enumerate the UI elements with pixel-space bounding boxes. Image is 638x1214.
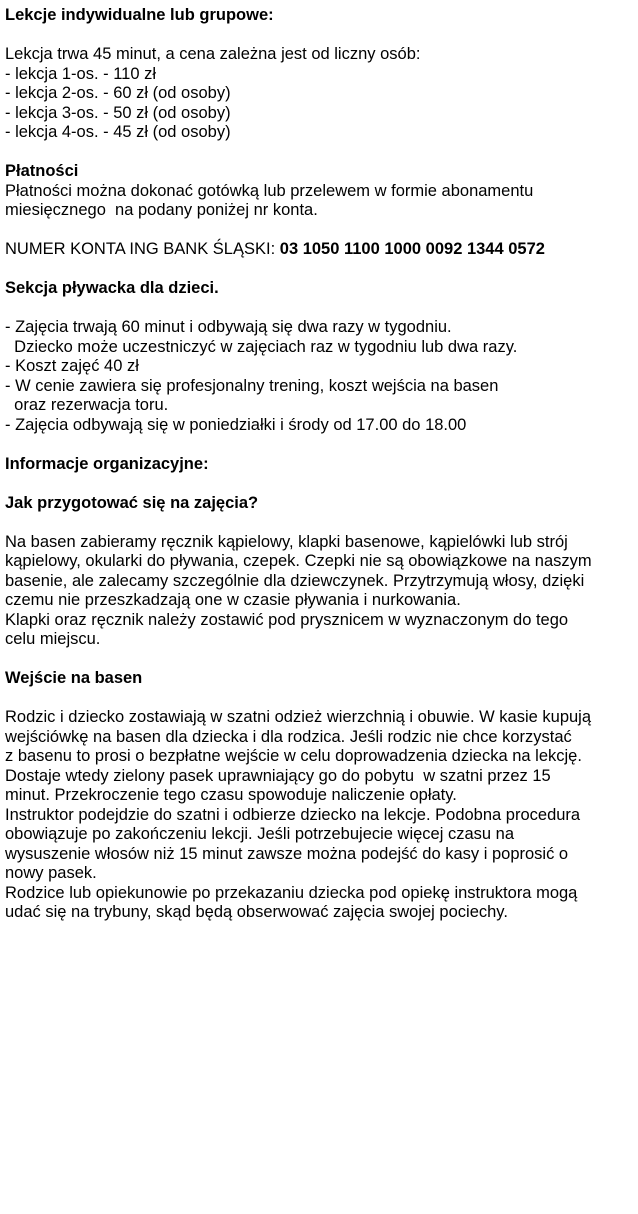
preparation-line-1: Na basen zabieramy ręcznik kąpielowy, klapki basenowe, kąpielówki lub strój — [5, 532, 568, 551]
preparation-line-5: Klapki oraz ręcznik należy zostawić pod prysznicem w wyznaczonym do tego — [5, 610, 569, 629]
entry-line-3: z basenu to prosi o bezpłatne wejście w celu doprowadzenia dziecka na lekcję. — [5, 747, 582, 765]
preparation-heading: Jak przygotować się na zajęcia? — [5, 493, 259, 512]
bank-account-label: NUMER KONTA ING BANK ŚLĄSKI: — [5, 240, 280, 258]
lessons-heading: Lekcje indywidualne lub grupowe: — [5, 6, 274, 24]
entry-line-4: Dostaje wtedy zielony pasek uprawniający go do pobytu w szatni przez 15 — [5, 766, 551, 785]
lessons-item-4: - lekcja 4-os. - 45 zł (od osoby) — [5, 123, 231, 141]
document-page — [5, 6, 633, 923]
swim-section-heading: Sekcja pływacka dla dzieci. — [5, 279, 219, 297]
preparation-line-3: basenie, ale zalecamy szczególnie dla dziewczynek. Przytrzymują włosy, dzięki — [5, 571, 585, 590]
lessons-item-3: - lekcja 3-os. - 50 zł (od osoby) — [5, 103, 231, 122]
lessons-item-2: - lekcja 2-os. - 60 zł (od osoby) — [5, 84, 231, 102]
payments-line-2: miesięcznego na podany poniżej nr konta. — [5, 201, 318, 219]
entry-line-7: obowiązuje po zakończeniu lekcji. Jeśli potrzebujecie więcej czasu na — [5, 825, 515, 843]
swim-section-line-2: Dziecko może uczestniczyć w zajęciach raz w tygodniu lub dwa razy. — [5, 337, 518, 356]
entry-line-2: wejściówkę na basen dla dziecka i dla rodzica. Jeśli rodzic nie chce korzystać — [5, 727, 572, 746]
swim-section-line-3: - Koszt zajęć 40 zł — [5, 357, 139, 375]
entry-line-11: udać się na trybuny, skąd będą obserwować zajęcia swojej pociechy. — [5, 903, 508, 921]
entry-heading: Wejście na basen — [5, 669, 143, 687]
entry-line-6: Instruktor podejdzie do szatni i odbierze dziecko na lekcje. Podobna procedura — [5, 805, 581, 824]
bank-account-number: 03 1050 1100 1000 0092 1344 0572 — [279, 240, 545, 258]
swim-section-line-6: - Zajęcia odbywają się w poniedziałki i środy od 17.00 do 18.00 — [5, 415, 467, 434]
preparation-line-6: celu miejscu. — [5, 630, 101, 648]
swim-section-line-1: - Zajęcia trwają 60 minut i odbywają się dwa razy w tygodniu. — [5, 318, 452, 336]
preparation-line-4: czemu nie przeszkadzają one w czasie pływania i nurkowania. — [5, 591, 461, 609]
payments-line-1: Płatności można dokonać gotówką lub przelewem w formie abonamentu — [5, 181, 534, 200]
entry-line-9: nowy pasek. — [5, 864, 97, 882]
entry-line-10: Rodzice lub opiekunowie po przekazaniu dziecka pod opiekę instruktora mogą — [5, 883, 578, 902]
entry-line-8: wysuszenie włosów niż 15 minut zawsze można podejść do kasy i poprosić o — [5, 844, 569, 863]
entry-line-5: minut. Przekroczenie tego czasu spowoduje naliczenie opłaty. — [5, 786, 457, 804]
swim-section-line-5: oraz rezerwacja toru. — [5, 396, 169, 414]
swim-section-line-4: - W cenie zawiera się profesjonalny trening, koszt wejścia na basen — [5, 376, 499, 395]
payments-heading: Płatności — [5, 162, 79, 180]
bank-account — [5, 240, 633, 260]
preparation-line-2: kąpielowy, okularki do pływania, czepek. Czepki nie są obowiązkowe na naszym — [5, 552, 592, 570]
lessons-item-1: - lekcja 1-os. - 110 zł — [5, 64, 156, 83]
entry-line-1: Rodzic i dziecko zostawiają w szatni odzież wierzchnią i obuwie. W kasie kupują — [5, 708, 592, 726]
org-info-heading: Informacje organizacyjne: — [5, 454, 209, 473]
lessons-intro: Lekcja trwa 45 minut, a cena zależna jest od liczny osób: — [5, 45, 421, 63]
